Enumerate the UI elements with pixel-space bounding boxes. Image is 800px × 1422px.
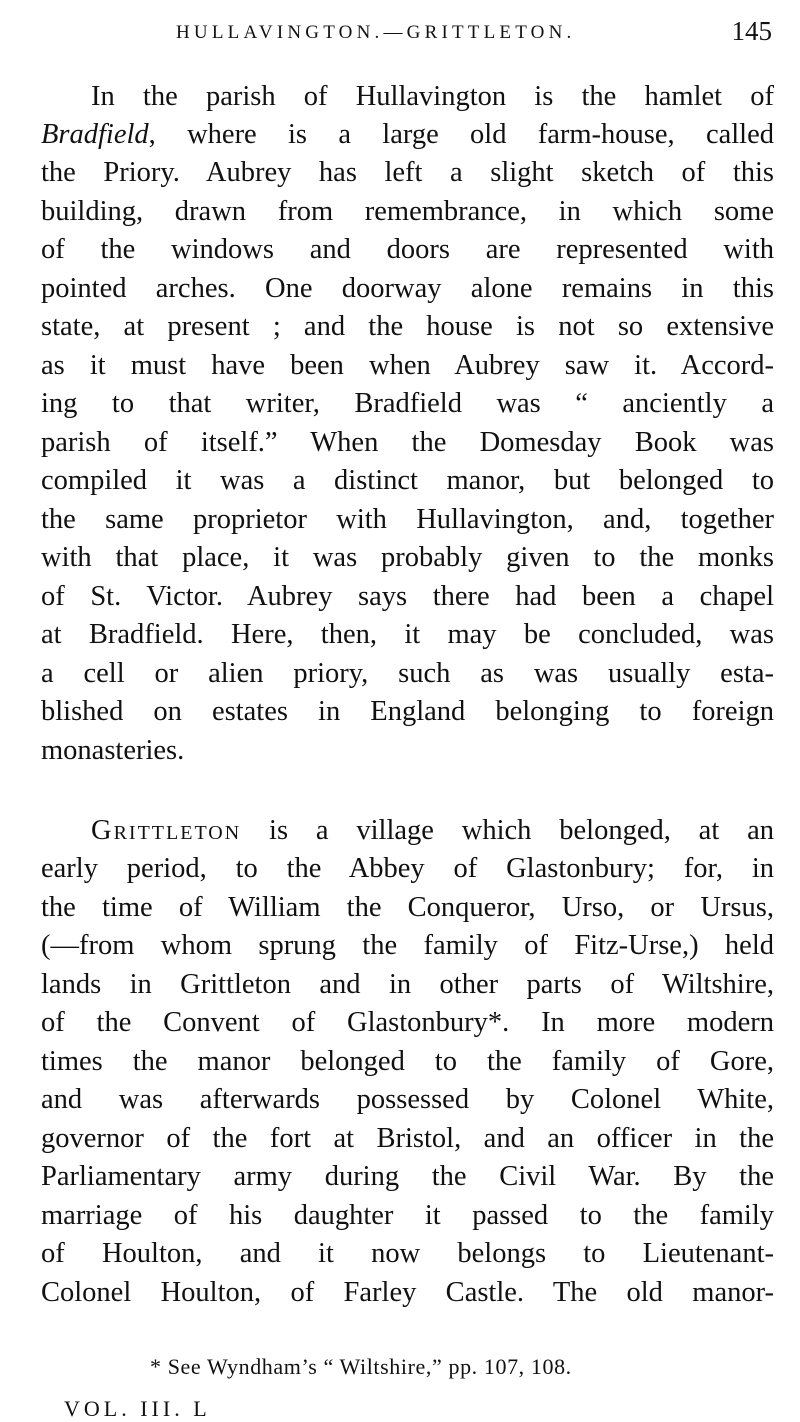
text-line: pointed arches. One doorway alone remains in this: [41, 273, 774, 304]
text-line: early period, to the Abbey of Glastonbury; for, in: [41, 853, 774, 884]
text-line: compiled it was a distinct manor, but belonged to: [41, 465, 774, 496]
signature-mark: VOL. III. L: [64, 1396, 211, 1421]
text-line: with that place, it was probably given to the monks: [41, 542, 774, 573]
text-line: of Houlton, and it now belongs to Lieutenant-: [41, 1238, 774, 1269]
text-line: times the manor belonged to the family of Gore,: [41, 1046, 774, 1077]
text-line: [91, 812, 774, 850]
text-line: In the parish of Hullavington is the hamlet of: [91, 81, 774, 112]
text-line: of the Convent of Glastonbury*. In more modern: [41, 1007, 774, 1038]
text-line: marriage of his daughter it passed to the family: [41, 1200, 774, 1231]
text-line: blished on estates in England belonging to foreign: [41, 696, 774, 727]
text-line: parish of itself.” When the Domesday Book was: [41, 427, 774, 458]
text-line: monasteries.: [41, 735, 185, 766]
text-line: the Priory. Aubrey has left a slight sketch of this: [41, 157, 774, 188]
running-head: [0, 16, 800, 50]
text-line: building, drawn from remembrance, in which some: [41, 196, 774, 227]
text-line: (—from whom sprung the family of Fitz-Urse,) held: [41, 930, 774, 961]
text-line: lands in Grittleton and in other parts of Wiltshire,: [41, 969, 774, 1000]
text-line: the time of William the Conqueror, Urso, or Ursus,: [41, 892, 774, 923]
place-name-italic: Bradfield: [41, 119, 149, 150]
page-number: 145: [731, 16, 772, 46]
text-line: of the windows and doors are represented with: [41, 234, 774, 265]
text-line: governor of the fort at Bristol, and an officer in the: [41, 1123, 774, 1154]
text-line: a cell or alien priory, such as was usually esta-: [41, 658, 774, 689]
footnote: * See Wyndham’s “ Wiltshire,” pp. 107, 108.: [150, 1354, 572, 1379]
text-line: ing to that writer, Bradfield was “ anciently a: [41, 388, 774, 419]
text-line: state, at present ; and the house is not so extensive: [41, 311, 774, 342]
text-line: the same proprietor with Hullavington, and, together: [41, 504, 774, 535]
text-line-rest: , where is a large old farm-house, called: [148, 119, 774, 150]
text-line: of St. Victor. Aubrey says there had been a chapel: [41, 581, 774, 612]
running-head-title: HULLAVINGTON.—GRITTLETON.: [176, 22, 576, 43]
text-line: and was afterwards possessed by Colonel White,: [41, 1084, 774, 1115]
text-line: Colonel Houlton, of Farley Castle. The old manor-: [41, 1277, 774, 1308]
text-line: as it must have been when Aubrey saw it. Accord-: [41, 350, 774, 381]
text-line-rest: is a village which belonged, at an: [269, 815, 774, 846]
text-line: Parliamentary army during the Civil War. By the: [41, 1161, 774, 1192]
text-line: [41, 116, 774, 154]
section-lead-word: Grittleton: [91, 815, 242, 846]
text-line: at Bradfield. Here, then, it may be concluded, was: [41, 619, 774, 650]
